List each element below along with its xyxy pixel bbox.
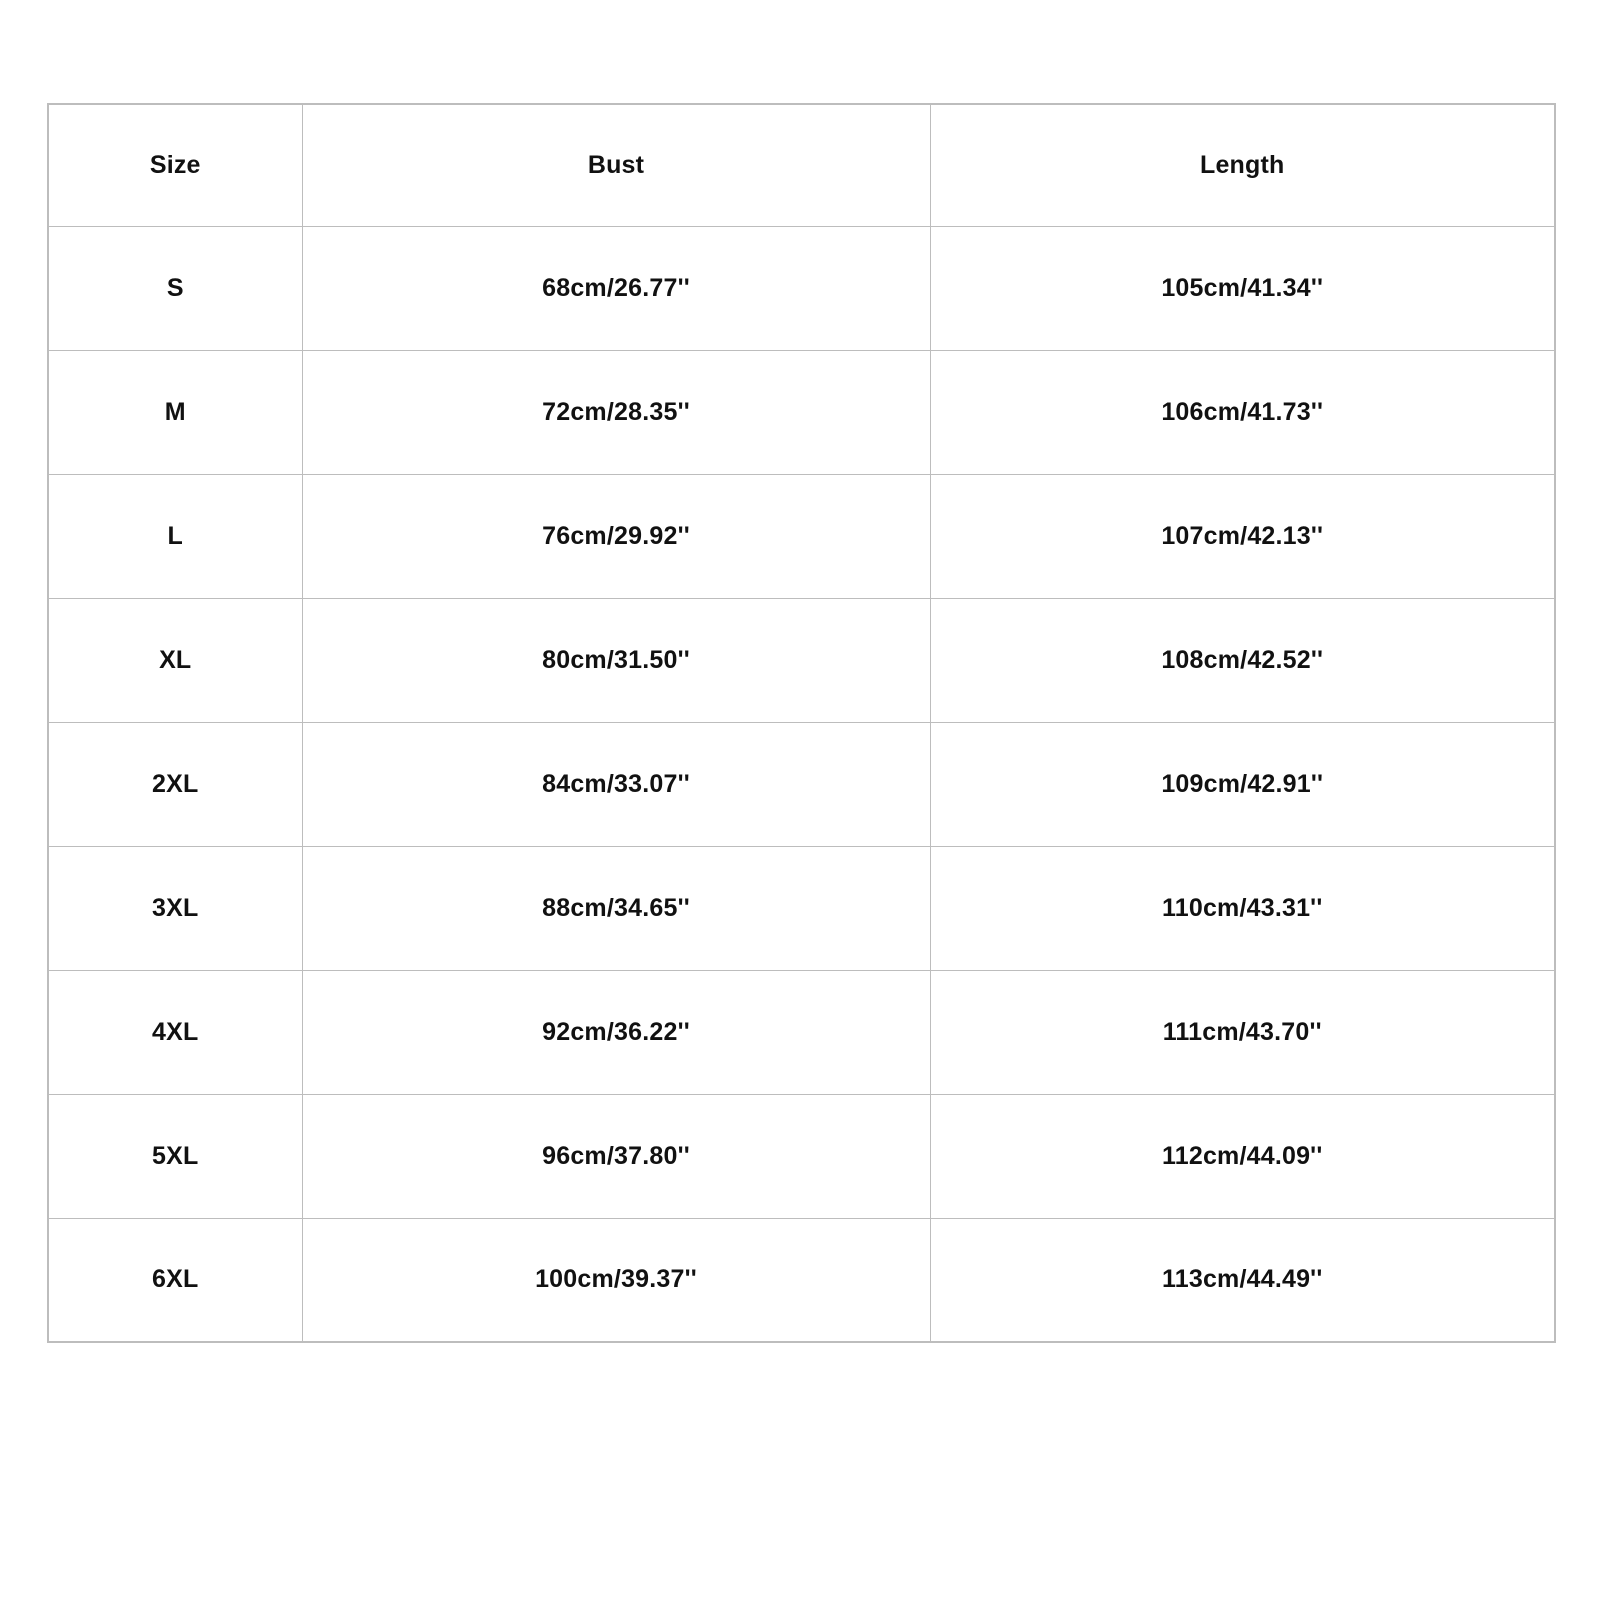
cell-bust: 84cm/33.07'': [302, 722, 930, 846]
table-row: [48, 970, 1555, 1094]
size-chart-table: [47, 103, 1556, 1343]
cell-length: 107cm/42.13'': [930, 474, 1555, 598]
cell-length: 108cm/42.52'': [930, 598, 1555, 722]
header-length: Length: [930, 104, 1555, 226]
table-row: [48, 226, 1555, 350]
table-row: [48, 846, 1555, 970]
cell-bust: 72cm/28.35'': [302, 350, 930, 474]
cell-bust: 88cm/34.65'': [302, 846, 930, 970]
cell-size: S: [48, 226, 302, 350]
table-row: [48, 350, 1555, 474]
cell-bust: 80cm/31.50'': [302, 598, 930, 722]
cell-length: 113cm/44.49'': [930, 1218, 1555, 1342]
table-row: [48, 1094, 1555, 1218]
cell-length: 110cm/43.31'': [930, 846, 1555, 970]
cell-size: 3XL: [48, 846, 302, 970]
cell-length: 112cm/44.09'': [930, 1094, 1555, 1218]
table-row: [48, 474, 1555, 598]
cell-size: 2XL: [48, 722, 302, 846]
table-header-row: [48, 104, 1555, 226]
cell-bust: 96cm/37.80'': [302, 1094, 930, 1218]
table-row: [48, 598, 1555, 722]
cell-size: 6XL: [48, 1218, 302, 1342]
cell-size: M: [48, 350, 302, 474]
cell-size: 4XL: [48, 970, 302, 1094]
table-row: [48, 722, 1555, 846]
header-bust: Bust: [302, 104, 930, 226]
cell-bust: 68cm/26.77'': [302, 226, 930, 350]
cell-size: XL: [48, 598, 302, 722]
cell-length: 106cm/41.73'': [930, 350, 1555, 474]
table-row: [48, 1218, 1555, 1342]
cell-length: 111cm/43.70'': [930, 970, 1555, 1094]
cell-bust: 100cm/39.37'': [302, 1218, 930, 1342]
cell-size: 5XL: [48, 1094, 302, 1218]
cell-length: 105cm/41.34'': [930, 226, 1555, 350]
header-size: Size: [48, 104, 302, 226]
cell-bust: 92cm/36.22'': [302, 970, 930, 1094]
cell-length: 109cm/42.91'': [930, 722, 1555, 846]
cell-bust: 76cm/29.92'': [302, 474, 930, 598]
cell-size: L: [48, 474, 302, 598]
